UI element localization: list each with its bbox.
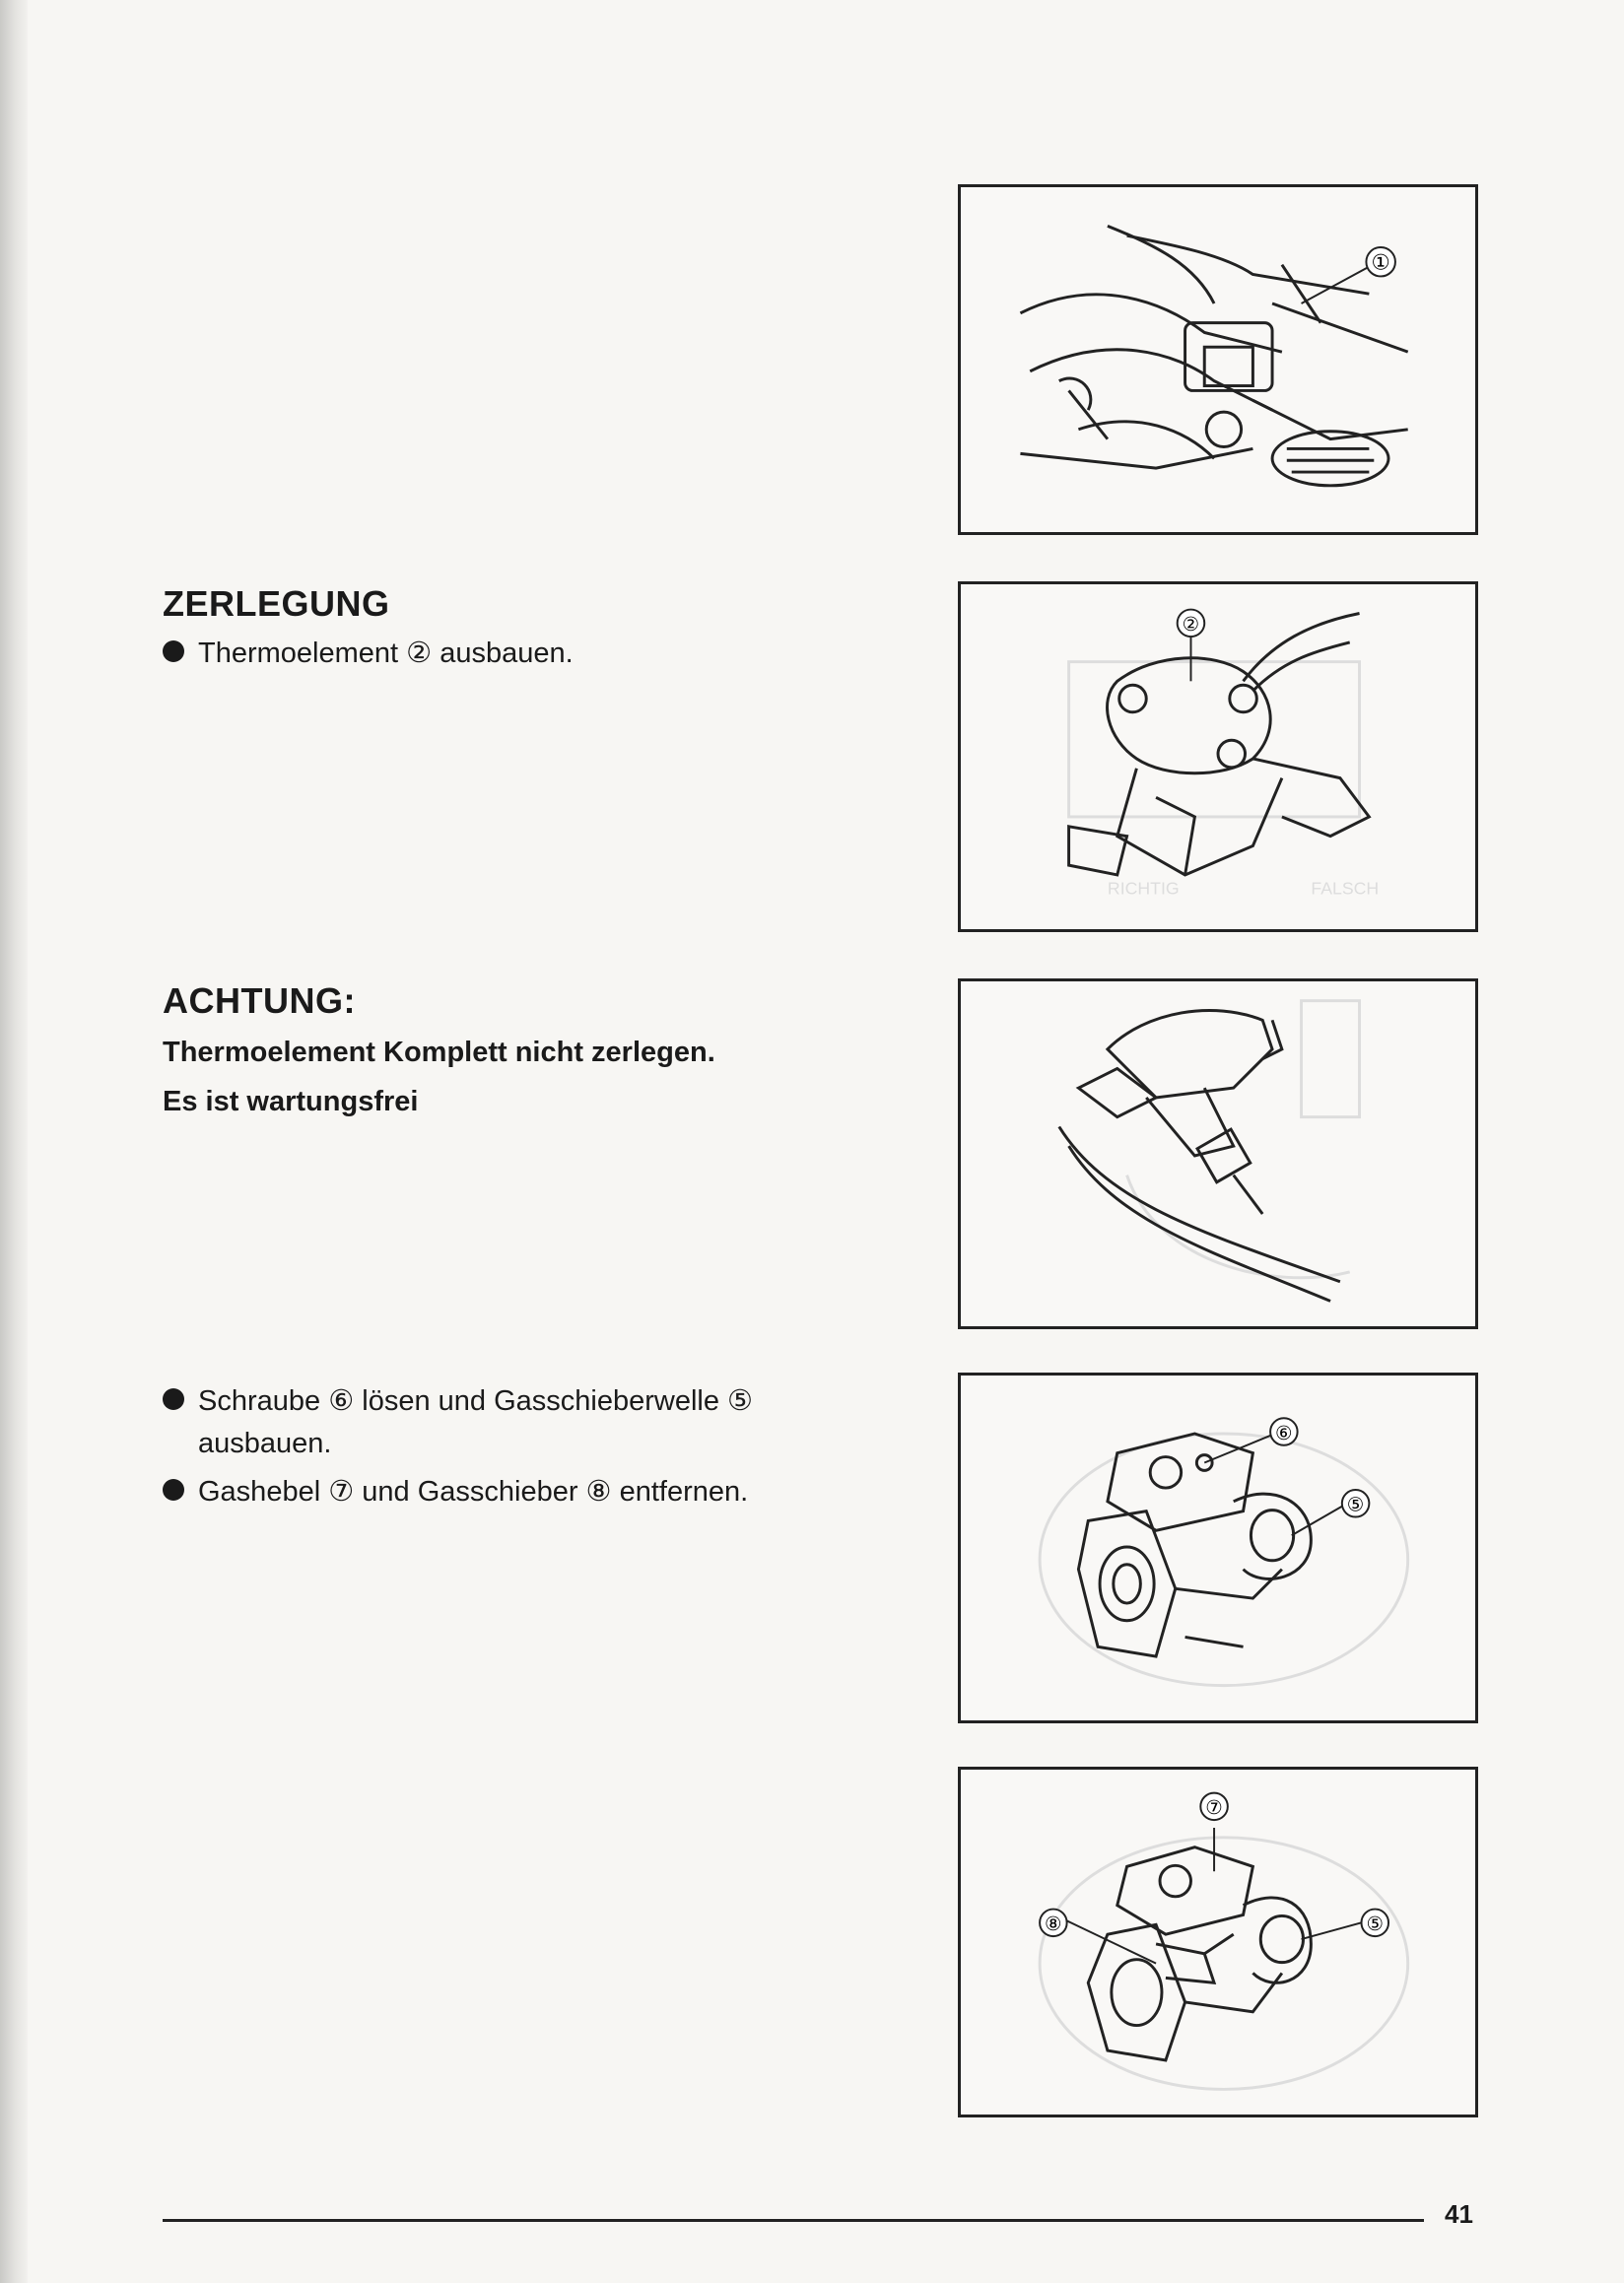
- callout-label: ⑥: [1275, 1422, 1293, 1444]
- step-text: Thermoelement ② ausbauen.: [198, 638, 574, 669]
- caution-heading: ACHTUNG:: [163, 980, 356, 1021]
- figure-shaft-removal: [958, 1373, 1478, 1723]
- figure-thermoelement-detail: [958, 978, 1478, 1329]
- callout-label: ⑧: [1045, 1914, 1062, 1936]
- figure-carburetor-removal: [958, 184, 1478, 535]
- figure-throttle-removal: [958, 1767, 1478, 2117]
- figure-thermoelement: [958, 581, 1478, 932]
- callout-label: ②: [1182, 614, 1200, 637]
- caution-line-1: Thermoelement Komplett nicht zerlegen.: [163, 1037, 715, 1068]
- callout-label: ⑦: [1205, 1797, 1223, 1820]
- footer-rule: [163, 2219, 1424, 2222]
- bullet-icon: [163, 1479, 184, 1501]
- thermoelement-illustration: [961, 584, 1475, 929]
- step-remove-throttle: [163, 1471, 748, 1513]
- bullet-icon: [163, 640, 184, 662]
- step-remove-shaft: [163, 1380, 833, 1465]
- bullet-icon: [163, 1388, 184, 1410]
- svg-text:FALSCH: FALSCH: [1311, 878, 1380, 899]
- carburetor-hoses-illustration: [961, 187, 1475, 532]
- callout-label: ①: [1371, 249, 1390, 275]
- step-text: Gashebel ⑦ und Gasschieber ⑧ entfernen.: [198, 1476, 749, 1508]
- carburetor-body-illustration: [961, 1376, 1475, 1720]
- disassembly-heading: ZERLEGUNG: [163, 583, 390, 624]
- page-edge-shadow: [0, 0, 28, 2283]
- callout-label: ⑤: [1346, 1494, 1365, 1516]
- throttle-assembly-illustration: [961, 1770, 1475, 2115]
- page-number: 41: [1445, 2199, 1473, 2229]
- step-text: Schraube ⑥ lösen und Gasschieberwelle ⑤ ausbauen.: [198, 1385, 754, 1459]
- svg-text:RICHTIG: RICHTIG: [1107, 878, 1180, 899]
- thermoelement-detail-illustration: [961, 981, 1475, 1326]
- caution-line-2: Es ist wartungsfrei: [163, 1086, 419, 1117]
- step-remove-thermoelement: [163, 633, 574, 675]
- callout-label: ⑤: [1366, 1914, 1385, 1936]
